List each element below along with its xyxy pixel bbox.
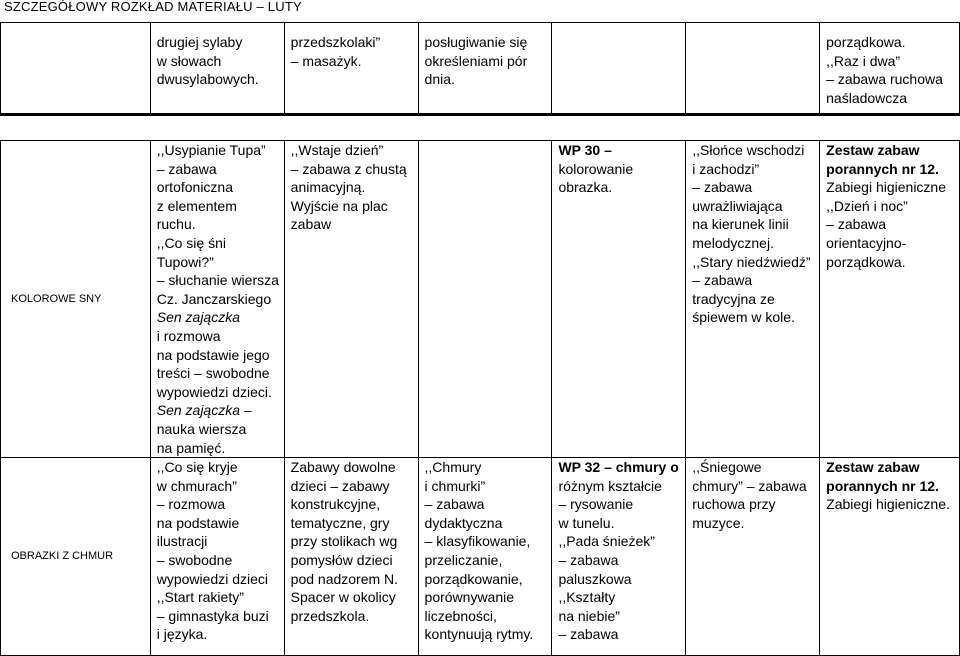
cell-line: w chmurach” <box>156 477 237 494</box>
cell-line: liczebności, <box>424 607 497 624</box>
cell-line: – zabawa <box>156 160 217 177</box>
cell-line: dwusylabowych. <box>156 71 259 88</box>
cell-top-col6 <box>686 23 820 115</box>
page-header-title: SZCZEGÓŁOWY ROZKŁAD MATERIAŁU – LUTY <box>4 0 302 14</box>
cell-line: przeliczanie, <box>424 552 503 569</box>
cell-line: chmury” – zabawa <box>692 477 807 494</box>
cell-line: – klasyfikowanie, <box>424 533 531 550</box>
cell-line: dnia. <box>424 71 455 88</box>
table-row-top <box>1 23 960 115</box>
theme2-col4 <box>418 458 552 656</box>
cell-line: pod nadzorem N. <box>290 570 399 587</box>
theme2-col2 <box>150 458 284 656</box>
cell-line: ,,Słońce wschodzi <box>692 142 805 158</box>
theme1-col2 <box>150 141 284 458</box>
cell-line: i rozmowa <box>156 327 221 344</box>
cell-line: na podstawie <box>156 514 240 531</box>
cell-line: porannych nr 12. <box>826 160 939 177</box>
table-row-spacer <box>1 115 960 141</box>
cell-line: ,,Stary niedźwiedź” <box>692 253 811 270</box>
cell-line: w słowach <box>156 52 222 69</box>
cell-line: Cz. Janczarskiego <box>156 290 272 307</box>
cell-line: melodycznej. <box>692 234 774 251</box>
cell-line: animacyjną. <box>290 179 366 196</box>
cell-line: tematyczne, gry <box>290 514 390 531</box>
schedule-table <box>0 22 960 656</box>
cell-line: przedszkola. <box>290 607 370 624</box>
cell-line: – zabawa <box>558 552 619 569</box>
cell-line: – zabawa <box>692 272 753 289</box>
cell-line: kontynuują rytmy. <box>424 626 534 643</box>
cell-line: dzieci – zabawy <box>290 477 390 494</box>
cell-line: orientacyjno- <box>826 234 907 251</box>
cell-line: na kierunek linii <box>692 216 789 233</box>
cell-line: ,,Co się śni <box>156 234 226 251</box>
cell-line: naśladowcza <box>826 89 908 106</box>
cell-line: – gimnastyka buzi <box>156 607 269 624</box>
cell-line: z elementem <box>156 197 237 214</box>
cell-line: – słuchanie wiersza <box>156 272 279 289</box>
cell-line: Tupowi?” <box>156 253 214 270</box>
cell-line: ,,Chmury <box>424 459 482 476</box>
cell-line: muzyce. <box>692 514 745 531</box>
cell-line: – zabawa <box>826 216 887 233</box>
cell-line: posługiwanie się <box>424 34 528 50</box>
page-header <box>0 0 960 22</box>
cell-line: – zabawa <box>692 179 753 196</box>
cell-line: śpiewem w kole. <box>692 309 795 326</box>
cell-line: określeniami pór <box>424 52 528 69</box>
theme1-label: KOLOROWE SNY <box>1 141 151 458</box>
cell-line: w tunelu. <box>558 514 615 531</box>
cell-line: ilustracji <box>156 533 208 550</box>
theme1-col4 <box>418 141 552 458</box>
cell-line: – rozmowa <box>156 496 226 513</box>
cell-line: ruchowa przy <box>692 496 776 513</box>
cell-line: przy stolikach wg <box>290 533 398 550</box>
cell-top-label <box>1 23 151 115</box>
cell-line: – masażyk. <box>290 52 362 69</box>
cell-line: i zachodzi” <box>692 160 760 177</box>
cell-line: WP 32 – chmury o <box>558 459 679 476</box>
cell-line: ,,Kształty <box>558 589 616 606</box>
cell-top-col3 <box>284 23 418 115</box>
cell-line: tradycyjna ze <box>692 290 775 307</box>
cell-line: ,,Raz i dwa” <box>826 52 901 69</box>
cell-line: paluszkowa <box>558 570 632 587</box>
cell-line: porządkowanie, <box>424 570 523 587</box>
cell-line: kolorowanie <box>558 160 634 177</box>
cell-line: ,,Start rakiety” <box>156 589 244 606</box>
cell-line: i języka. <box>156 626 208 643</box>
cell-line: Sen zajączka – <box>156 402 252 419</box>
cell-line: porządkowa. <box>826 34 906 50</box>
cell-line: ,,Usypianie Tupa” <box>156 142 266 158</box>
cell-top-col4 <box>418 23 552 115</box>
cell-line: konstrukcyjne, <box>290 496 381 513</box>
cell-line: – zabawa ruchowa <box>826 71 943 88</box>
cell-line: pomysłów dzieci <box>290 552 393 569</box>
cell-line: porannych nr 12. <box>826 477 939 494</box>
cell-line: Zabiegi higieniczne <box>826 179 946 196</box>
cell-line: Wyjście na plac <box>290 197 388 214</box>
cell-line: Spacer w okolicy <box>290 589 396 606</box>
cell-line: uwrażliwiająca <box>692 197 783 214</box>
cell-line: ruchu. <box>156 216 196 233</box>
cell-line: Sen zajączka <box>156 309 241 326</box>
cell-line: Zestaw zabaw <box>826 459 920 476</box>
cell-line: ,,Co się kryje <box>156 459 238 476</box>
cell-line: ortofoniczna <box>156 179 234 196</box>
cell-line: obrazka. <box>558 179 613 196</box>
cell-line: różnym kształcie <box>558 477 662 494</box>
cell-line: ,,Śniegowe <box>692 459 762 476</box>
cell-line: – swobodne <box>156 552 233 569</box>
table-row-theme2 <box>1 458 960 656</box>
theme1-col6 <box>686 141 820 458</box>
cell-top-col5 <box>552 23 686 115</box>
cell-line: na niebie” <box>558 607 620 624</box>
cell-top-col2 <box>150 23 284 115</box>
theme2-col3 <box>284 458 418 656</box>
table-spacer <box>1 115 960 141</box>
cell-line: – rysowanie <box>558 496 634 513</box>
cell-line: przedszkolaki” <box>290 34 381 50</box>
cell-line: dydaktyczna <box>424 514 503 531</box>
cell-line: i chmurki” <box>424 477 486 494</box>
cell-line: ,,Dzień i noc” <box>826 197 908 214</box>
table-row-theme1 <box>1 141 960 458</box>
cell-line: porównywanie <box>424 589 515 606</box>
cell-line: Zestaw zabaw <box>826 142 920 158</box>
cell-line: – zabawa <box>424 496 485 513</box>
theme2-col6 <box>686 458 820 656</box>
theme2-col5 <box>552 458 686 656</box>
cell-line: – zabawa <box>558 626 619 643</box>
cell-line: drugiej sylaby <box>156 34 243 50</box>
theme1-col3 <box>284 141 418 458</box>
theme1-col7 <box>820 141 960 458</box>
theme2-col7 <box>820 458 960 656</box>
theme2-label: OBRAZKI Z CHMUR <box>1 458 151 656</box>
cell-line: wypowiedzi dzieci <box>156 570 269 587</box>
cell-line: Zabawy dowolne <box>290 459 396 476</box>
theme1-col5 <box>552 141 686 458</box>
cell-line: treści – swobodne <box>156 365 270 382</box>
cell-line: wypowiedzi dzieci. <box>156 383 272 400</box>
cell-line: zabaw <box>290 216 332 233</box>
cell-line: – zabawa z chustą <box>290 160 407 177</box>
cell-line: na pamięć. <box>156 439 226 456</box>
cell-line: Zabiegi higieniczne. <box>826 496 950 513</box>
cell-line: porządkowa. <box>826 253 906 270</box>
cell-line: nauka wiersza <box>156 420 247 437</box>
cell-top-col7 <box>820 23 960 115</box>
cell-line: WP 30 – <box>558 142 612 158</box>
cell-line: na podstawie jego <box>156 346 270 363</box>
cell-line: ,,Wstaje dzień” <box>290 142 384 158</box>
cell-line: ,,Pada śnieżek” <box>558 533 655 550</box>
